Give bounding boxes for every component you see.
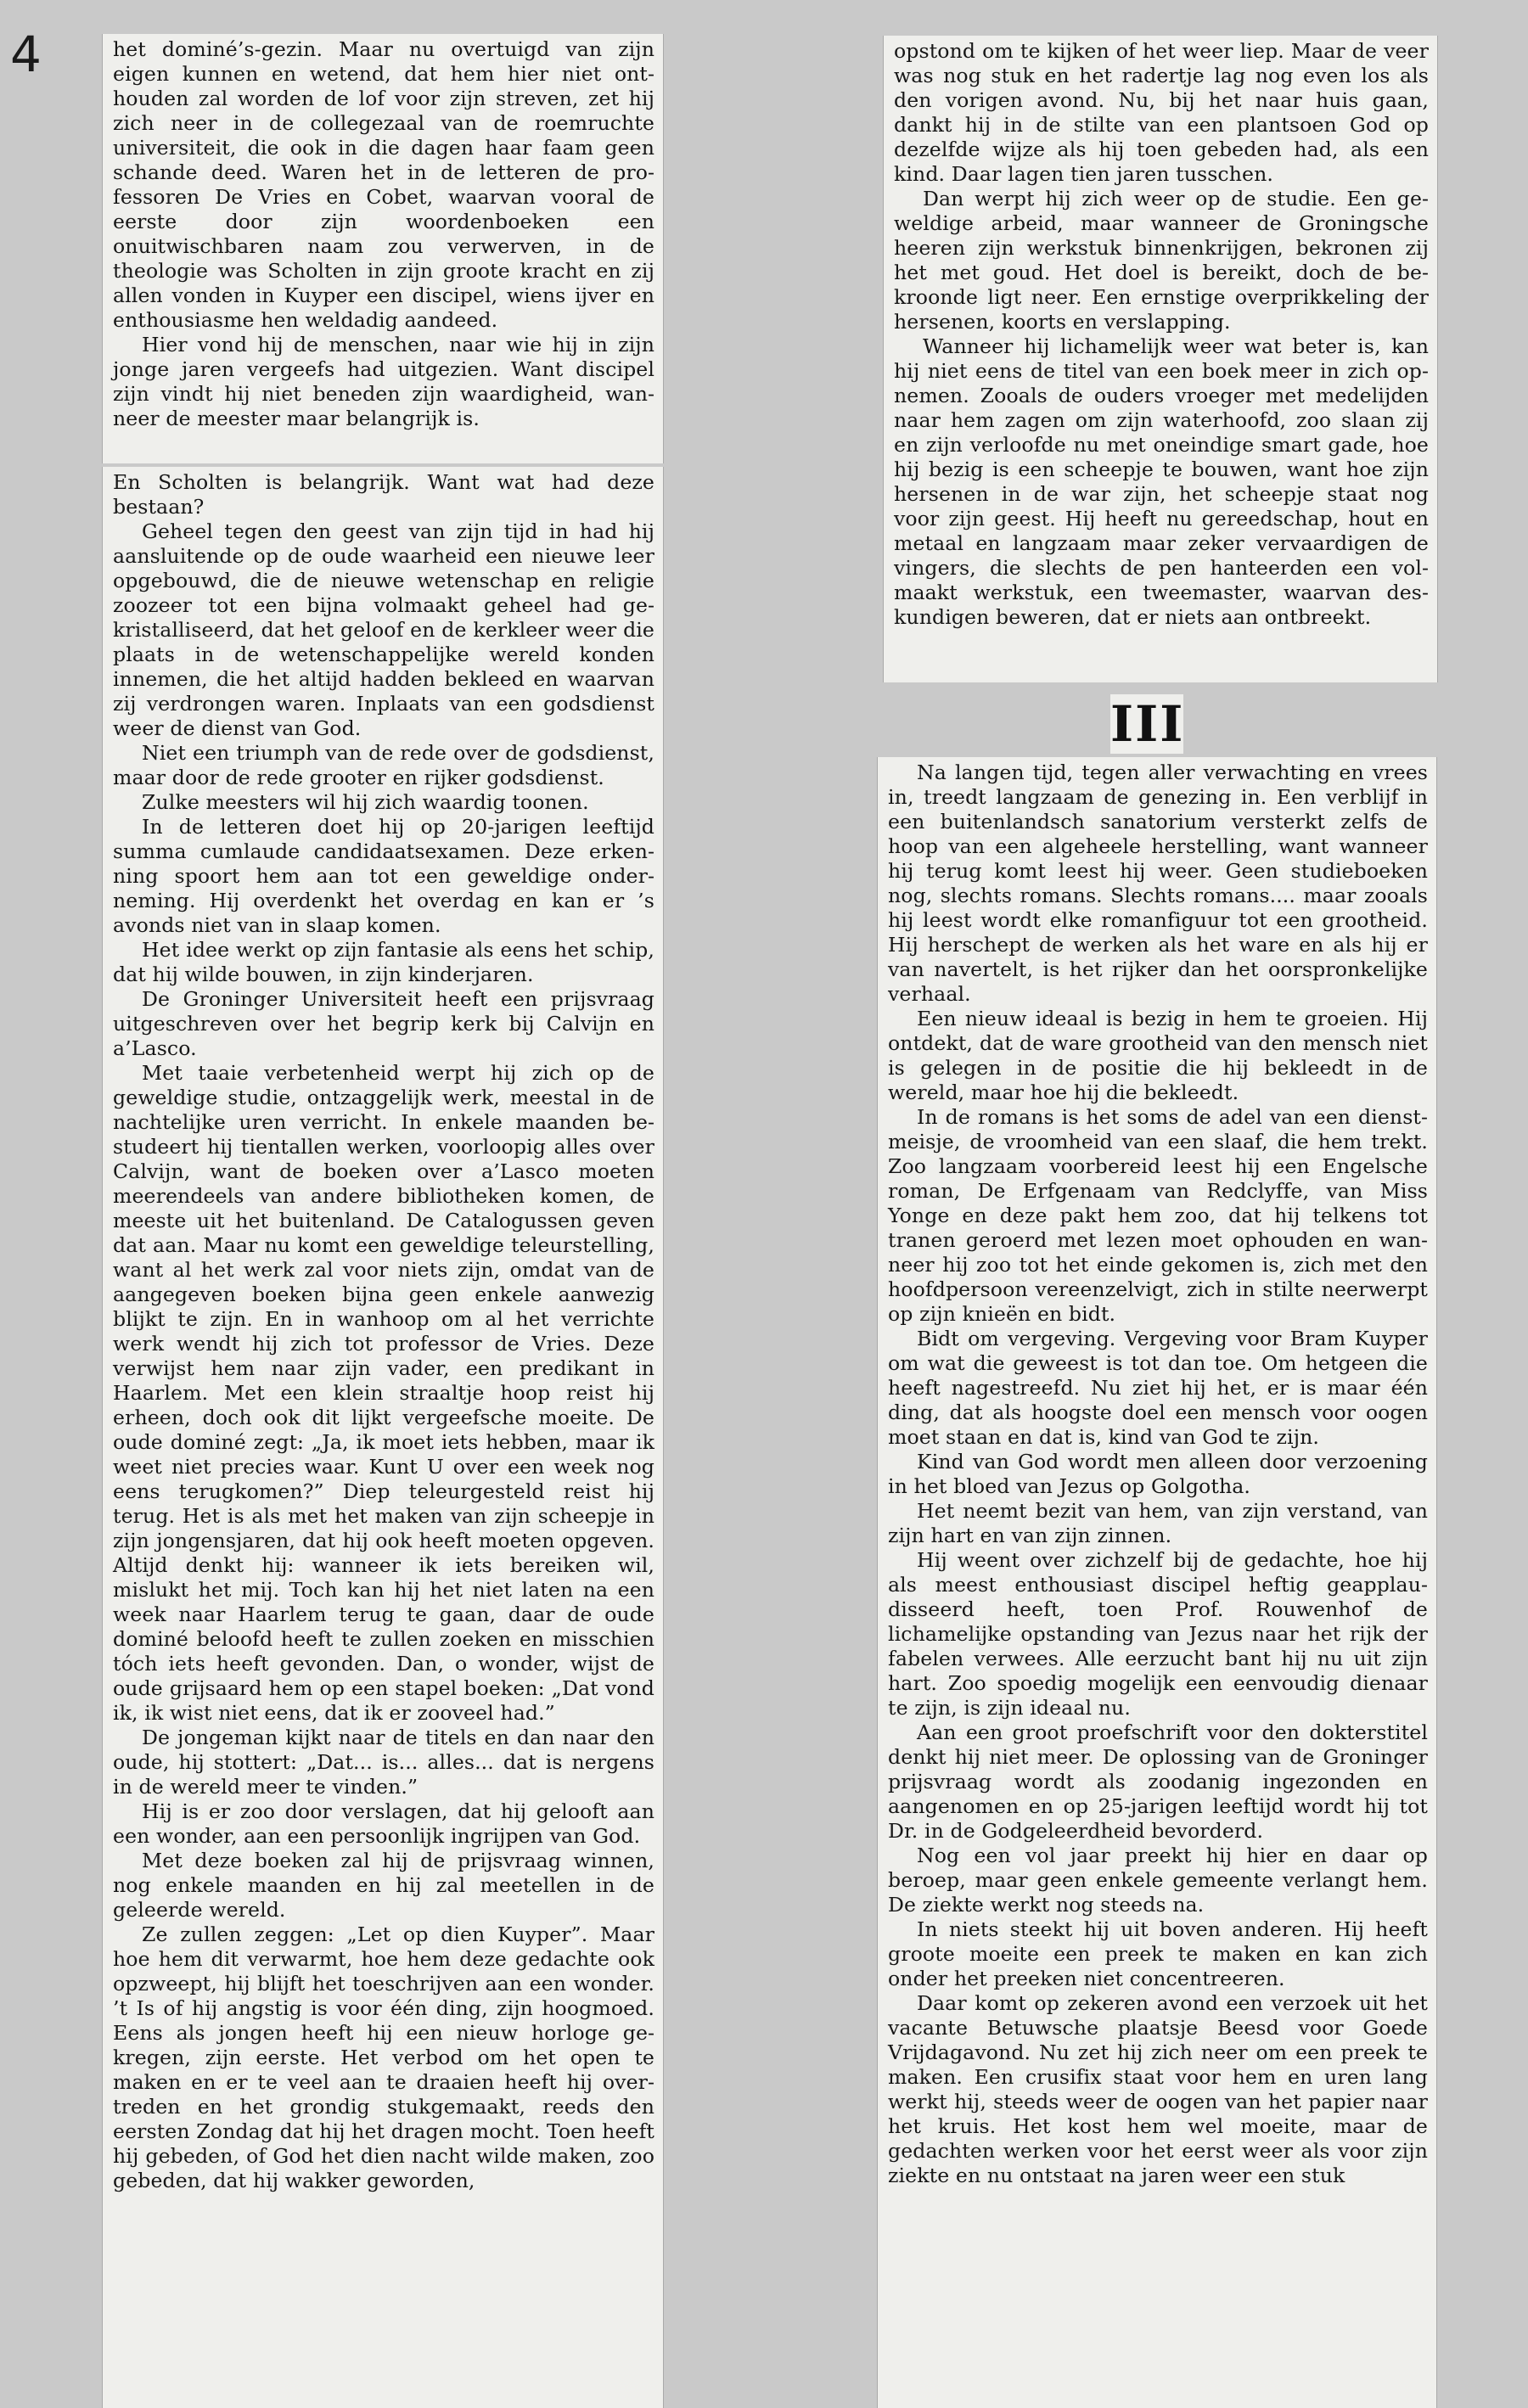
column-left-clipping-main <box>102 467 664 2408</box>
paragraph: Het neemt bezit van hem, van zijn verstand, van zijn hart en van zijn zinnen. <box>888 1499 1428 1547</box>
paragraph: Bidt om vergeving. Vergeving voor Bram Kuyper om wat die geweest is tot dan toe. Om hetgeen die heeft nagestreefd. Nu ziet hij het, er is maar één ding, dat als hoogste doel een mensch voor oogen moet staan en dat is, kind van God te zijn. <box>888 1327 1428 1449</box>
paragraph: Hier vond hij de menschen, naar wie hij in zijn jonge jaren vergeefs had uitgezien. Want discipel zijn vindt hij niet beneden zijn waardigheid, wanneer de meester maar belangrijk is. <box>113 333 654 430</box>
column-right-clipping-main <box>877 757 1437 2408</box>
paragraph: De jongeman kijkt naar de titels en dan naar den oude, hij stottert: „Dat... is... alles... dat is nergens in de wereld meer te vinden.” <box>113 1726 654 1799</box>
paragraph: Zulke meesters wil hij zich waardig toonen. <box>142 790 589 814</box>
paragraph: het dominé’s-gezin. Maar nu overtuigd van zijn eigen kunnen en wetend, dat hem hier niet onthouden zal worden de lof voor zijn streven, zet hij zich neer in de collegezaal van de roemruchte universiteit, die ook in die dagen haar faam geen schande deed. Waren het in de letteren de professoren De Vries en Cobet, waarvan vooral de eerste door zijn woordenboeken een onuitwischbaren naam zou verwerven, in de theologie was Scholten in zijn groote kracht en zij allen vonden in Kuyper een discipel, wiens ijver en enthousiasme hen weldadig aandeed. <box>113 37 654 332</box>
column-left-clipping-top <box>102 34 664 463</box>
paragraph: Met deze boeken zal hij de prijsvraag winnen, nog enkele maanden en hij zal meetellen in de geleerde wereld. <box>113 1849 654 1922</box>
paragraph: Ze zullen zeggen: „Let op dien Kuyper”. Maar hoe hem dit verwarmt, hoe hem deze gedachte ook opzweept, hij blijft het toeschrijven aan een wonder. ’t Is of hij angstig is voor één ding, zijn hoogmoed. Eens als jongen heeft hij een nieuw horloge gekregen, zijn eerste. Het verbod om het open te maken en er te veel aan te draaien heeft hij overtreden en het grondig stukgemaakt, reeds den eersten Zondag dat hij het dragen mocht. Toen heeft hij gebeden, of God het dien nacht wilde maken, zoo gebeden, dat hij wakker geworden, <box>113 1922 654 2192</box>
column-right-clipping-top <box>883 36 1438 682</box>
paragraph: Wanneer hij lichamelijk weer wat beter is, kan hij niet eens de titel van een boek meer in zich opnemen. Zooals de ouders vroeger met medelijden naar hem zagen om zijn waterhoofd, zoo slaan zij en zijn verloofde nu met oneindige smart gade, hoe hij bezig is een scheepje te bouwen, want hoe zijn hersenen in de war zijn, het scheepje staat nog voor zijn geest. Hij heeft nu gereedschap, hout en metaal en langzaam maar zeker vervaardigen de vingers, die slechts de pen hanteerden een volmaakt werkstuk, een tweemaster, waarvan deskundigen beweren, dat er niets aan ontbreekt. <box>894 334 1429 629</box>
paragraph: Hij weent over zichzelf bij de gedachte, hoe hij als meest enthousiast discipel heftig geapplaudisseerd heeft, toen Prof. Rouwenhof de lichamelijke opstanding van Jezus naar het rijk der fabelen verwees. Alle eerzucht bant hij nu uit zijn hart. Zoo spoedig mogelijk een eenvoudig dienaar te zijn, is zijn ideaal nu. <box>888 1548 1428 1720</box>
paragraph: In de letteren doet hij op 20-jarigen leeftijd summa cumlaude candidaatsexamen. Deze erkenning spoort hem aan tot een geweldige onderneming. Hij overdenkt het overdag en kan er ’s avonds niet van in slaap komen. <box>113 815 654 937</box>
paragraph: Geheel tegen den geest van zijn tijd in had hij aansluitende op de oude waarheid een nieuwe leer opgebouwd, die de nieuwe wetenschap en religie zoozeer tot een bijna volmaakt geheel had gekristalliseerd, dat het geloof en de kerkleer weer die plaats in de wetenschappelijke wereld konden innemen, die het altijd hadden bekleed en waarvan zij verdrongen waren. Inplaats van een godsdienst weer de dienst van God. <box>113 519 654 740</box>
paragraph: In de romans is het soms de adel van een dienstmeisje, de vroomheid van een slaaf, die hem trekt. Zoo langzaam voorbereid leest hij een Engelsche roman, De Erfgenaam van Redclyffe, van Miss Yonge en deze pakt hem zoo, dat hij telkens tot tranen geroerd met lezen moet ophouden en wanneer hij zoo tot het einde gekomen is, zich met den hoofdpersoon vereenzelvigt, zich in stilte neerwerpt op zijn knieën en bidt. <box>888 1105 1428 1326</box>
paragraph: Niet een triumph van de rede over de godsdienst, maar door de rede grooter en rijker godsdienst. <box>113 741 654 789</box>
paragraph: In niets steekt hij uit boven anderen. Hij heeft groote moeite een preek te maken en kan zich onder het preeken niet concentreeren. <box>888 1917 1428 1990</box>
paragraph: Een nieuw ideaal is bezig in hem te groeien. Hij ontdekt, dat de ware grootheid van den mensch niet is gelegen in de positie die hij bekleedt in de wereld, maar hoe hij die bekleedt. <box>888 1007 1428 1104</box>
paragraph: De Groninger Universiteit heeft een prijsvraag uitgeschreven over het begrip kerk bij Calvijn en a’Lasco. <box>113 987 654 1060</box>
paragraph: Aan een groot proefschrift voor den dokterstitel denkt hij niet meer. De oplossing van de Groninger prijsvraag wordt als zoodanig ingezonden en aangenomen en op 25-jarigen leeftijd wordt hij tot Dr. in de Godgeleerdheid bevorderd. <box>888 1720 1428 1843</box>
paragraph: Hij is er zoo door verslagen, dat hij gelooft aan een wonder, aan een persoonlijk ingrijpen van God. <box>113 1799 654 1848</box>
section-heading: III <box>1110 695 1185 753</box>
paragraph: Met taaie verbetenheid werpt hij zich op de geweldige studie, ontzaggelijk werk, meestal in de nachtelijke uren verricht. In enkele maanden bestudeert hij tientallen werken, voorloopig alles over Calvijn, want de boeken over a’Lasco moeten meerendeels van andere bibliotheken komen, de meeste uit het buitenland. De Catalogussen geven dat aan. Maar nu komt een geweldige teleurstelling, want al het werk zal voor niets zijn, omdat van de aangegeven boeken bijna geen enkele aanwezig blijkt te zijn. En in wanhoop om al het verrichte werk wendt hij zich tot professor de Vries. Deze verwijst hem naar zijn vader, een predikant in Haarlem. Met een klein straaltje hoop reist hij erheen, doch ook dit lijkt vergeefsche moeite. De oude dominé zegt: „Ja, ik moet iets hebben, maar ik weet niet precies waar. Kunt U over een week nog eens terugkomen?” Diep teleurgesteld reist hij terug. Het is als met het maken van zijn scheepje in zijn jongensjaren, dat hij ook heeft moeten opgeven. Altijd denkt hij: wanneer ik iets bereiken wil, mislukt het mij. Toch kan hij het niet laten na een week naar Haarlem terug te gaan, daar de oude dominé beloofd heeft te zullen zoeken en misschien tóch iets heeft gevonden. Dan, o wonder, wijst de oude grijsaard hem op een stapel boeken: „Dat vond ik, ik wist niet eens, dat ik er zooveel had.” <box>113 1061 654 1725</box>
paragraph: Na langen tijd, tegen aller verwachting en vrees in, treedt langzaam de genezing in. Een verblijf in een buitenlandsch sanatorium versterkt zelfs de hoop van een algeheele herstelling, want wanneer hij terug komt leest hij weer. Geen studieboeken nog, slechts romans. Slechts romans.... maar zooals hij leest wordt elke romanfiguur tot een grootheid. Hij herschept de werken als het ware en als hij er van navertelt, is het rijker dan het oorspronkelijke verhaal. <box>888 761 1428 1006</box>
paragraph: opstond om te kijken of het weer liep. Maar de veer was nog stuk en het radertje lag nog even los als den vorigen avond. Nu, bij het naar huis gaan, dankt hij in de stilte van een plantsoen God op dezelfde wijze als hij toen gebeden had, als een kind. Daar lagen tien jaren tusschen. <box>894 39 1429 186</box>
paragraph: Het idee werkt op zijn fantasie als eens het schip, dat hij wilde bouwen, in zijn kinderjaren. <box>113 938 654 986</box>
paragraph: Nog een vol jaar preekt hij hier en daar op beroep, maar geen enkele gemeente verlangt hem. De ziekte werkt nog steeds na. <box>888 1844 1428 1917</box>
paragraph: Daar komt op zekeren avond een verzoek uit het vacante Betuwsche plaatsje Beesd voor Goede Vrijdagavond. Nu zet hij zich neer om een preek te maken. Een crusifix staat voor hem en uren lang werkt hij, steeds weer de oogen van het papier naar het kruis. Het kost hem wel moeite, maar de gedachten werken voor het eerst weer als voor zijn ziekte en nu ontstaat na jaren weer een stuk <box>888 1991 1428 2187</box>
page-number: 4 <box>10 25 42 83</box>
paragraph: Dan werpt hij zich weer op de studie. Een geweldige arbeid, maar wanneer de Groningsche heeren zijn werkstuk binnenkrijgen, bekronen zij het met goud. Het doel is bereikt, doch de bekroonde ligt neer. Een ernstige overprikkeling der hersenen, koorts en verslapping. <box>894 187 1429 334</box>
paragraph: En Scholten is belangrijk. Want wat had deze bestaan? <box>113 470 654 519</box>
paragraph: Kind van God wordt men alleen door verzoening in het bloed van Jezus op Golgotha. <box>888 1450 1428 1498</box>
